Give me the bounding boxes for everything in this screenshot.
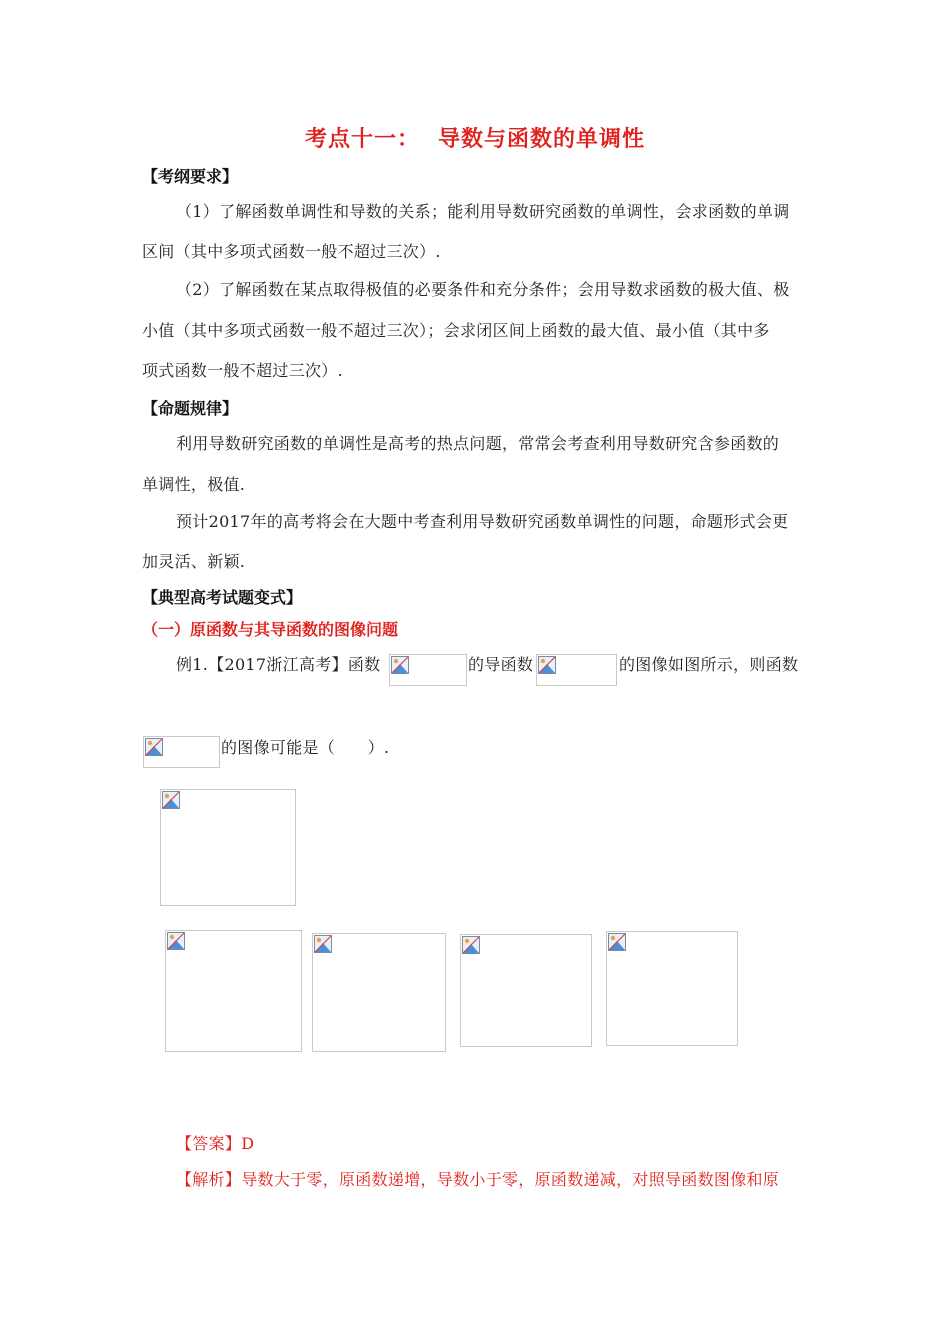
title-part1: 考点十一： <box>304 126 420 152</box>
option-c-image <box>460 934 592 1047</box>
formula-image-fx <box>389 654 467 686</box>
derivative-graph-image <box>160 789 296 906</box>
analysis-text: 导数大于零，原函数递增，导数小于零，原函数递减，对照导函数图像和原 <box>241 1170 780 1189</box>
formula-image-fx-2 <box>143 736 220 768</box>
section-heading-kaogang: 【考纲要求】 <box>142 167 239 186</box>
analysis-line <box>176 1167 779 1190</box>
kaogang-p2-line3: 项式函数一般不超过三次）. <box>142 361 343 380</box>
mingti-p1-line2: 单调性，极值. <box>142 475 246 494</box>
page-title <box>0 122 950 153</box>
formula-image-fprime <box>536 654 617 686</box>
kaogang-p1-line2: 区间（其中多项式函数一般不超过三次）. <box>142 242 441 261</box>
section-heading-dianxing: 【典型高考试题变式】 <box>142 588 303 607</box>
option-a-image <box>165 930 302 1052</box>
example-text-3: 的图像如图所示，则函数 <box>619 655 799 674</box>
subsection-heading: （一）原函数与其导函数的图像问题 <box>142 620 399 639</box>
broken-image-icon <box>391 656 409 674</box>
option-b-image <box>312 933 446 1052</box>
option-d-image <box>606 931 738 1046</box>
mingti-p2-line1: 预计2017年的高考将会在大题中考查利用导数研究函数单调性的问题，命题形式会更 <box>176 512 789 531</box>
broken-image-icon <box>608 933 626 951</box>
mingti-p1-line1: 利用导数研究函数的单调性是高考的热点问题，常常会考查利用导数研究含参函数的 <box>176 434 780 453</box>
answer-value: D <box>241 1134 255 1153</box>
kaogang-p1-line1: （1）了解函数单调性和导数的关系；能利用导数研究函数的单调性，会求函数的单调 <box>176 202 790 221</box>
analysis-tag: 【解析】 <box>176 1170 242 1189</box>
section-heading-mingti: 【命题规律】 <box>142 399 239 418</box>
mingti-p2-line2: 加灵活、新颖. <box>142 552 246 571</box>
broken-image-icon <box>167 932 185 950</box>
example-text-1: 例1.【2017浙江高考】函数 <box>176 655 381 674</box>
broken-image-icon <box>462 936 480 954</box>
kaogang-p2-line1: （2）了解函数在某点取得极值的必要条件和充分条件；会用导数求函数的极大值、极 <box>176 280 790 299</box>
kaogang-p2-line2: 小值（其中多项式函数一般不超过三次）；会求闭区间上函数的最大值、最小值（其中多 <box>142 321 770 340</box>
example-text-4: 的图像可能是（ ）. <box>221 738 390 757</box>
title-part2: 导数与函数的单调性 <box>438 126 646 152</box>
answer-line <box>176 1131 254 1154</box>
broken-image-icon <box>162 791 180 809</box>
answer-tag: 【答案】 <box>176 1134 242 1153</box>
broken-image-icon <box>538 656 556 674</box>
broken-image-icon <box>145 738 163 756</box>
broken-image-icon <box>314 935 332 953</box>
example-text-2: 的导函数 <box>468 655 534 674</box>
